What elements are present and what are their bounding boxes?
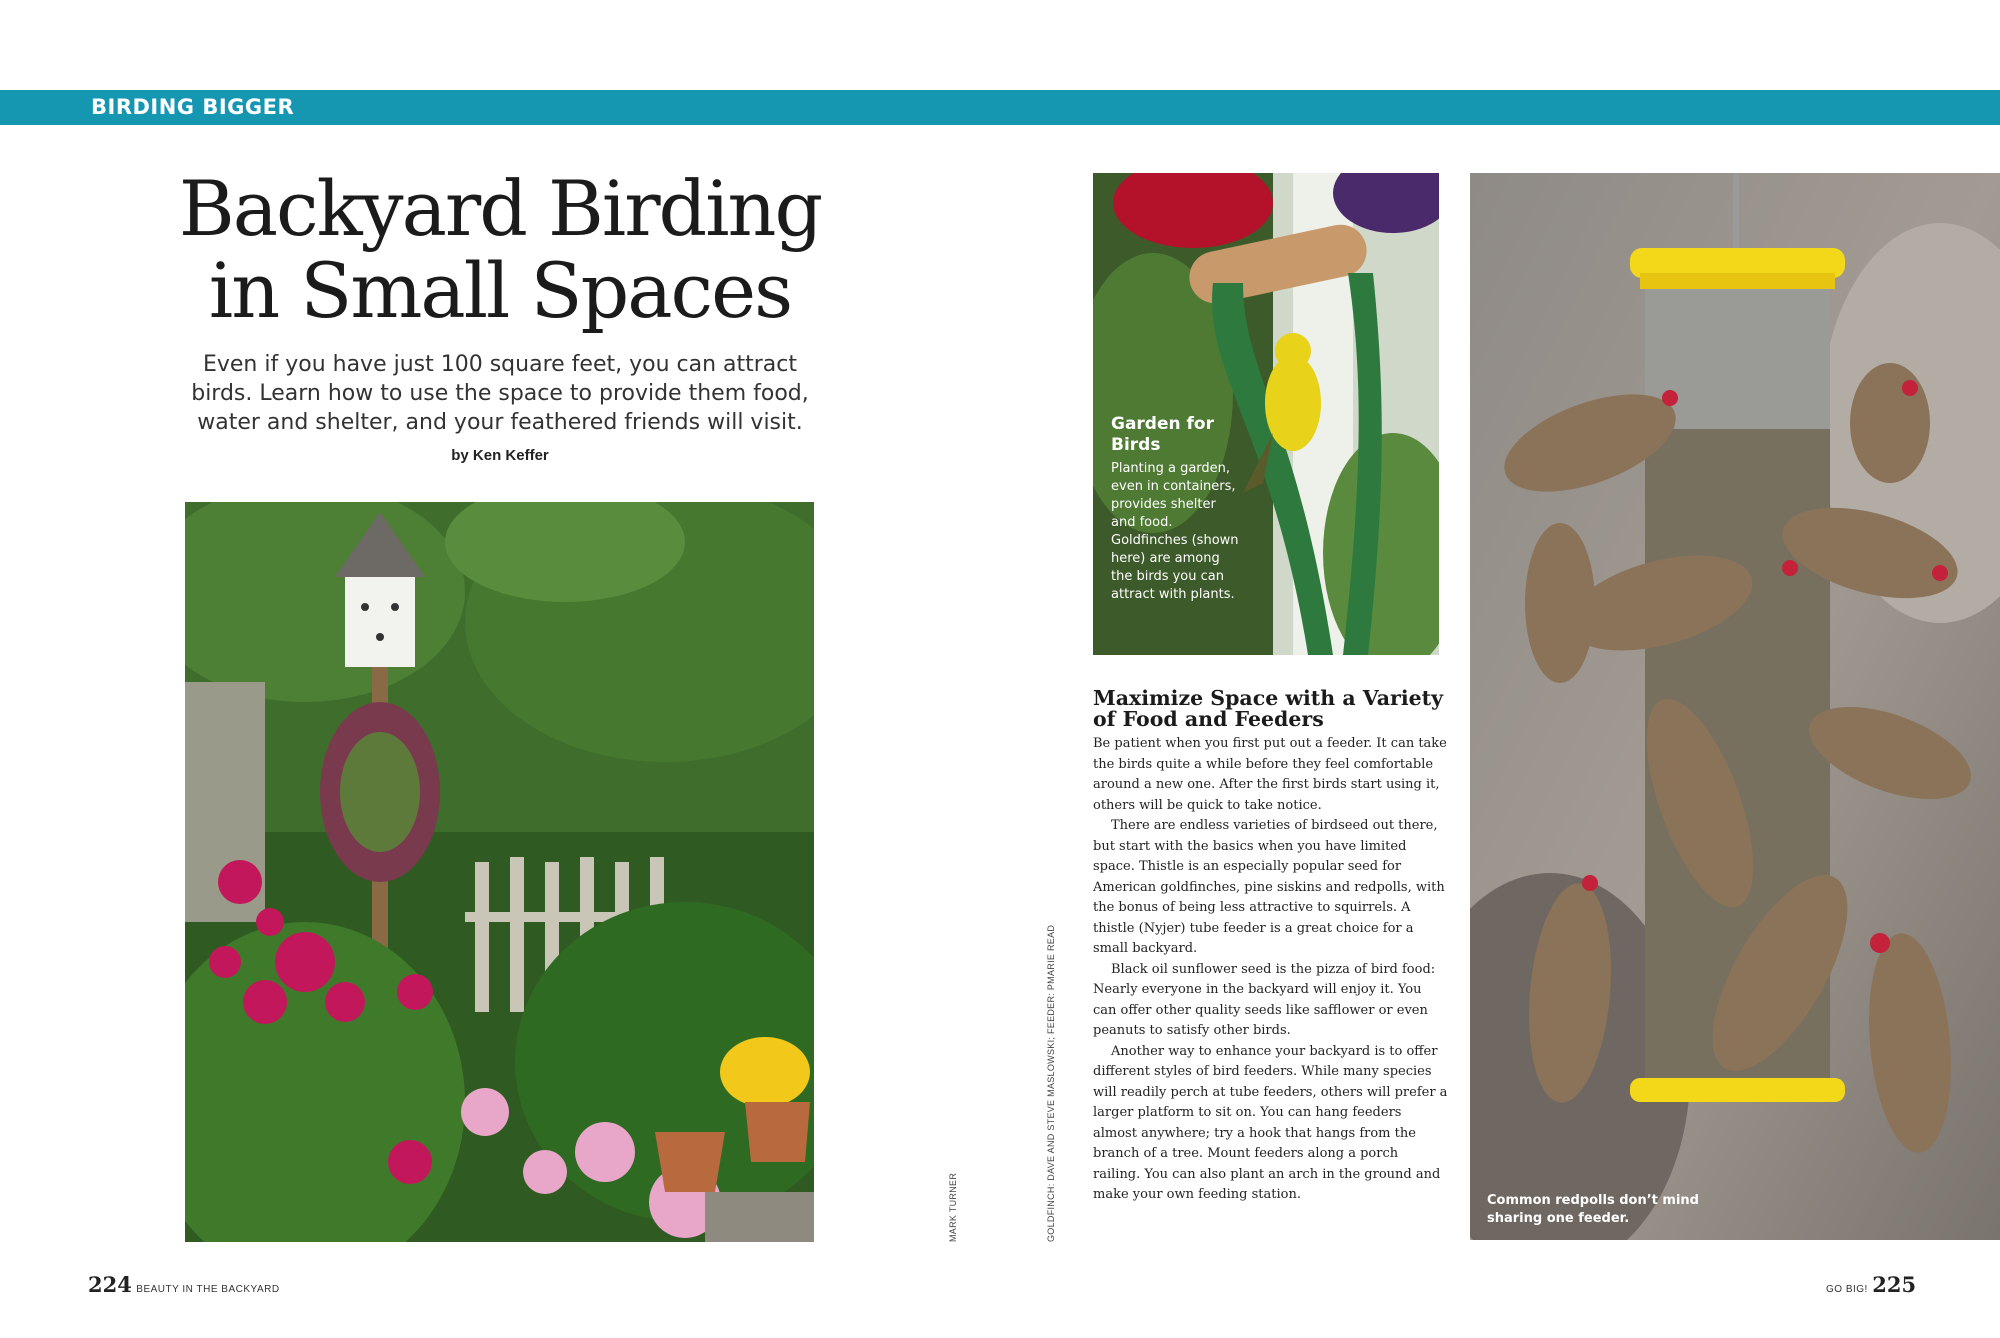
folio-right: [1826, 1272, 1916, 1297]
article-paragraph: Another way to enhance your backyard is to offer different styles of bird feeders. While many species will readily perch at tube feeders, others will prefer a larger platform to sit on. You can hang feeders almost anywhere; try a hook that hangs from the branch of a tree. Mount feeders along a porch railing. You can also plant an arch in the ground and make your own feeding station.: [1093, 1043, 1448, 1202]
sidebar-title: Garden for Birds: [1111, 414, 1214, 455]
sidebar-text: Planting a garden, even in containers, provides shelter and food. Goldfinches (shown here) are among the birds you can attract with plants.: [1111, 461, 1239, 602]
page-number-left: 224: [88, 1272, 132, 1297]
article-heading: Maximize Space with a Variety of Food and Feeders: [1093, 686, 1444, 731]
section-band: [0, 90, 2000, 125]
folio-section-right: GO BIG!: [1826, 1284, 1868, 1295]
page-number-right: 225: [1872, 1272, 1917, 1297]
folio-left: [88, 1272, 280, 1297]
redpoll-feeder-photo: [1470, 173, 2000, 1240]
garden-photo: [185, 502, 814, 1242]
folio-section-left: BEAUTY IN THE BACKYARD: [136, 1284, 280, 1295]
dek: Even if you have just 100 square feet, you can attract birds. Learn how to use the space to provide them food, water and shelter, and your feathered friends will visit.: [191, 352, 809, 435]
article-paragraph: Black oil sunflower seed is the pizza of bird food: Nearly everyone in the backyard will enjoy it. You can offer other quality seeds like safflower or even peanuts to satisfy other birds.: [1093, 961, 1436, 1038]
headline: Backyard Birding in Small Spaces: [178, 164, 822, 335]
byline: by Ken Keffer: [451, 447, 549, 464]
article-paragraph: There are endless varieties of birdseed out there, but start with the basics when you have limited space. Thistle is an especially popular seed for American goldfinches, pine siskins and redpolls, with the bonus of being less attractive to squirrels. A thistle (Nyjer) tube feeder is a great choice for a small backyard.: [1093, 818, 1445, 956]
photo-credit-left: MARK TURNER: [948, 1172, 958, 1242]
photo-credit-right: GOLDFINCH: DAVE AND STEVE MASLOWSKI; FEEDER: PMARIE READ: [1046, 924, 1056, 1242]
redpoll-caption: Common redpolls don’t mind sharing one feeder.: [1487, 1193, 1699, 1226]
article-body: [1093, 734, 1448, 1206]
sidebar-caption: [1111, 414, 1241, 604]
section-label: BIRDING BIGGER: [91, 95, 295, 119]
article-paragraph: Be patient when you first put out a feeder. It can take the birds quite a while before they feel comfortable around a new one. After the first birds start using it, others will be quick to take notice.: [1093, 736, 1447, 813]
